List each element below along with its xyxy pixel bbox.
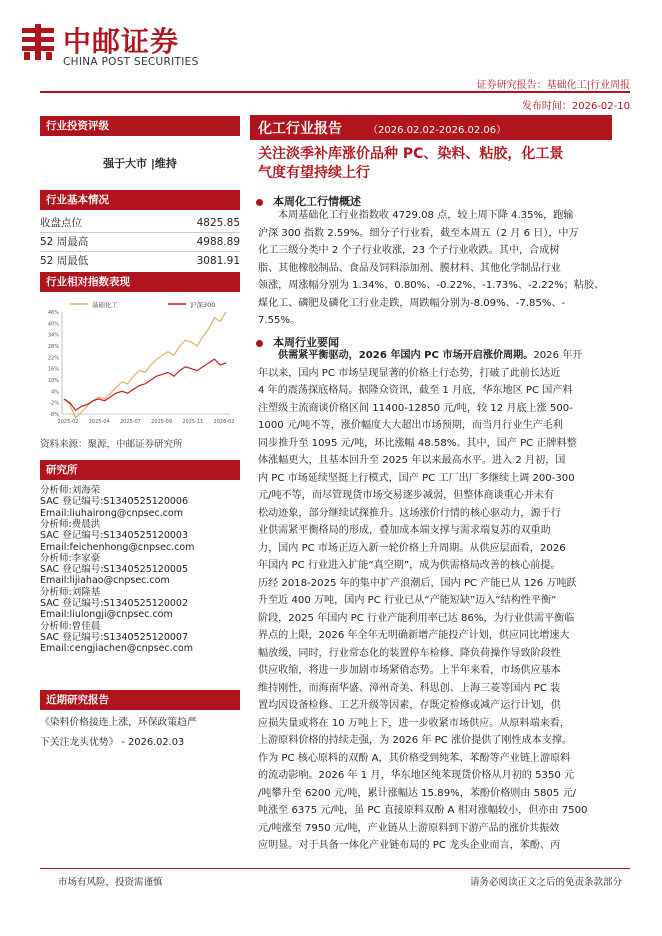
basics-section-title: 行业基本情况 — [40, 190, 240, 210]
legend-label: 沪深300 — [190, 301, 216, 309]
paragraph-line: 内 PC 市场延续坚挺上行模式，国产 PC 工厂出厂多继续上调 200-300 — [258, 472, 575, 484]
paragraph-line: 1000 元/吨不等，涨价幅度大大超出市场预期，而当月行业生产毛利 — [258, 420, 563, 431]
paragraph-line: 脂、其他橡胶制品、食品及饲料添加剂、膜材料、其他化学制品行业 — [258, 262, 561, 274]
y-tick-label: -2% — [49, 400, 59, 407]
analyst-sac: SAC 登记编号:S1340525120006 — [40, 496, 188, 508]
paragraph-line: 作为 PC 核心原料的双酚 A，其价格受到纯苯、苯酚等产业链上游原料 — [258, 752, 571, 764]
news-lead: 供需紧平衡驱动，2026 年国内 PC 市场开启涨价周期。 — [278, 350, 534, 361]
analyst-name: 分析师:李家豪 — [40, 552, 101, 564]
paragraph-line: 界点的上限，2026 年全年无明确新增产能投产计划，供应同比增速大 — [258, 630, 570, 641]
industry-rating: 强于大市 |维持 — [103, 157, 177, 170]
paragraph-line: 元/吨涨至 7950 元/吨，产业链从上游原料到下游产品的涨价共振效 — [258, 822, 560, 834]
x-tick-label: 2026-02 — [213, 419, 235, 425]
paragraph-line: 年以来，国内 PC 市场呈现显著的价格上行态势，打破了此前长达近 — [258, 367, 561, 379]
analyst-sac: SAC 登记编号:S1340525120002 — [40, 598, 188, 609]
paragraph-line: 历经 2018-2025 年的集中扩产浪潮后，国内 PC 产能已从 126 万吨跃 — [258, 577, 577, 589]
stat-value: 3081.91 — [196, 255, 240, 267]
recent-reports-title: 近期研究报告 — [40, 690, 240, 710]
overview-paragraph — [258, 207, 612, 330]
y-tick-label: 34% — [47, 332, 59, 339]
analyst-sac: SAC 登记编号:S1340525120003 — [40, 530, 188, 542]
footer-divider — [40, 868, 630, 869]
paragraph-line: 应损失量或将在 10 万吨上下，进一步收紧市场供应。从原料端来看， — [258, 717, 570, 729]
series-line — [64, 312, 226, 418]
paragraph-line — [258, 347, 612, 365]
paragraph-line: 年国内 PC 行业进入扩能“真空期”，成为供需格局改善的核心前提。 — [258, 560, 561, 571]
brand-name-cn: 中邮证券 — [63, 25, 180, 58]
analyst-email[interactable]: Email:liulongji@cnpsec.com — [40, 609, 173, 621]
source-note: 资料来源：聚源，中邮证券研究所 — [40, 439, 183, 450]
stat-label: 52 周最高 — [40, 236, 89, 248]
paragraph-line: 本周基础化工行业指数收 4729.08 点，较上周下降 4.35%，跑输 — [278, 210, 574, 221]
recent-report-item[interactable] — [40, 713, 250, 753]
brand-name-en: CHINA POST SECURITIES — [63, 56, 199, 68]
report-headline — [258, 145, 612, 183]
paragraph-line: 供应收缩，将进一步加剧市场紧俏态势。上半年来看，市场供应基本 — [258, 665, 561, 676]
paragraph-line: 力，国内 PC 市场正迈入新一轮价格上升周期。从供应层面看，2026 — [258, 542, 566, 554]
bullet-icon — [256, 340, 263, 347]
paragraph-line: 4 年的震荡探底格局。据隆众资讯，截至 1 月底，华东地区 PC 国产料 — [258, 385, 573, 396]
paragraph-line: 应明显。对于具备一体化产业链布局的 PC 龙头企业而言，苯酚、丙 — [258, 840, 561, 851]
legal-notice: 请务必阅读正文之后的免责条款部分 — [469, 877, 622, 888]
paragraph-line: 吨涨至 6375 元/吨，虽 PC 直接原料双酚 A 相对涨幅较小，但亦由 7500 — [258, 805, 588, 816]
paragraph-line: 上游原料价格的持续走强，为 2026 年 PC 涨价提供了刚性成本支撑。 — [258, 735, 573, 746]
paragraph-line: 注塑级主流商谈价格区间 11400-12850 元/吨，较 12 月底上涨 500- — [258, 402, 573, 414]
paragraph-line: 的流动影响。2026 年 1 月，华东地区纯苯现货价格从月初的 5350 元 — [258, 770, 575, 781]
headline-line: 气度有望持续上行 — [258, 165, 370, 181]
paragraph-line: 升至近 400 万吨，国内 PC 行业已从“产能短缺”迈入“结构性平衡” — [258, 595, 557, 606]
publish-date: 发布时间：2026-02-10 — [521, 101, 630, 112]
x-tick-label: 2025-02 — [57, 419, 79, 425]
y-tick-label: 10% — [47, 378, 59, 384]
risk-disclaimer: 市场有风险，投资需谨慎 — [58, 877, 163, 888]
analyst-email[interactable]: Email:liuhairong@cnpsec.com — [40, 507, 184, 519]
x-tick-label: 2025-09 — [151, 419, 173, 425]
analyst-section-title: 研究所 — [40, 460, 240, 480]
report-title-bar — [250, 115, 612, 140]
rating-section-title: 行业投资评级 — [40, 116, 240, 136]
analyst-name: 分析师:费晨洪 — [40, 518, 101, 530]
news-lead-tail: 2026 年开 — [533, 350, 583, 361]
paragraph-line: 沪深 300 指数 2.59%。细分子行业看，截至本周五（2 月 6 日），中万 — [258, 227, 579, 239]
bullet-icon — [256, 199, 263, 206]
stat-value: 4988.89 — [196, 236, 240, 248]
y-tick-label: 28% — [47, 344, 59, 350]
report-type-label: 化工行业报告 — [258, 121, 342, 137]
y-tick-label: 22% — [47, 355, 59, 362]
legend-label: 基础化工 — [92, 301, 118, 309]
analyst-email[interactable]: Email:cengjiachen@cnpsec.com — [40, 643, 193, 655]
header-divider — [40, 91, 630, 93]
y-tick-label: 40% — [47, 321, 59, 328]
recent-report-line: 下关注龙头优势》 - 2026.02.03 — [40, 737, 185, 748]
stat-value: 4825.85 — [196, 217, 240, 229]
news-paragraph — [258, 347, 612, 855]
paragraph-line: 维持刚性，而海南华盛、漳州奇美、科思创、上海三菱等国内 PC 装 — [258, 682, 561, 694]
stat-label: 52 周最低 — [40, 255, 89, 267]
paragraph-line: 同步推升至 1095 元/吨，环比涨幅 48.58%。其中，国产 PC 正牌料整 — [258, 437, 577, 449]
analyst-name: 分析师:刘海荣 — [40, 485, 101, 496]
section-title: 本周行业要闻 — [273, 336, 339, 349]
paragraph-line: 7.55%。 — [258, 315, 301, 326]
series-line — [64, 359, 226, 410]
paragraph-line: 业供需紧平衡格局的形成，叠加成本端支撑与需求端复苏的双重助 — [258, 525, 551, 536]
x-tick-label: 2025-11 — [182, 419, 204, 425]
paragraph-line: 阶段，2025 年国内 PC 行业产能利用率已达 86%，为行业供需平衡临 — [258, 612, 575, 624]
y-tick-label: -8% — [49, 412, 59, 418]
paragraph-line: 置均因设备检修、工艺升级等因素，存既定检修或减产运行计划，供 — [258, 700, 561, 711]
y-tick-label: 16% — [47, 366, 59, 373]
stat-label: 收盘点位 — [40, 217, 82, 229]
report-category: 证券研究报告：基础化工|行业周报 — [476, 80, 630, 91]
paragraph-line: 煤化工、磷肥及磷化工行业走跌，周跌幅分别为-8.09%、-7.85%、- — [258, 297, 566, 309]
y-tick-label: 46% — [47, 310, 59, 316]
analyst-email[interactable]: Email:feichenhong@cnpsec.com — [40, 541, 195, 553]
recent-report-line: 《染料价格接连上涨，环保政策趋严 — [40, 717, 197, 728]
report-date-range: （2026.02.02-2026.02.06） — [368, 125, 507, 136]
stat-row-52w-low — [40, 252, 240, 270]
paragraph-line: 元/吨不等，而尽管现货市场交易逐步减弱，但整体商谈重心并未有 — [258, 490, 555, 501]
y-tick-label: 4% — [51, 389, 59, 396]
paragraph-line: 化工三级分类中 2 个子行业收涨，23 个子行业收跌。其中，合成树 — [258, 245, 560, 256]
analyst-sac: SAC 登记编号:S1340525120005 — [40, 564, 188, 576]
x-tick-label: 2025-07 — [119, 419, 141, 425]
paragraph-line: /吨攀升至 6200 元/吨，累计涨幅达 15.89%，苯酚价格则由 5805 元/ — [258, 787, 576, 799]
section-title: 本周化工行情概述 — [273, 195, 361, 208]
paragraph-line: 体涨幅更大，且基本回升至 2025 年以来最高水平。进入 2 月初，国 — [258, 455, 566, 466]
stat-row-close — [40, 214, 240, 232]
performance-section-title: 行业相对指数表现 — [40, 272, 240, 292]
stat-row-52w-high — [40, 233, 240, 251]
china-post-logo-icon — [18, 22, 58, 62]
relative-performance-chart — [40, 298, 240, 430]
headline-line: 关注淡季补库涨价品种 PC、染料、粘胶，化工景 — [258, 146, 564, 162]
analyst-name: 分析师:刘隆基 — [40, 586, 101, 598]
analyst-sac: SAC 登记编号:S1340525120007 — [40, 631, 188, 643]
analyst-email[interactable]: Email:lijiahao@cnpsec.com — [40, 575, 170, 587]
paragraph-line: 领涨，周涨幅分别为 1.34%、0.80%、-0.22%、-1.73%、-2.22%；粘胶、 — [258, 280, 605, 291]
paragraph-line: 松动迹象，部分继续试探推升。这场涨价行情的核心驱动力，源于行 — [258, 507, 561, 519]
x-tick-label: 2025-04 — [88, 419, 110, 425]
paragraph-line: 幅放缓，同时，行业常态化的装置停车检修、降负荷操作导致阶段性 — [258, 647, 561, 659]
analyst-name: 分析师:曾佳晨 — [40, 620, 101, 632]
